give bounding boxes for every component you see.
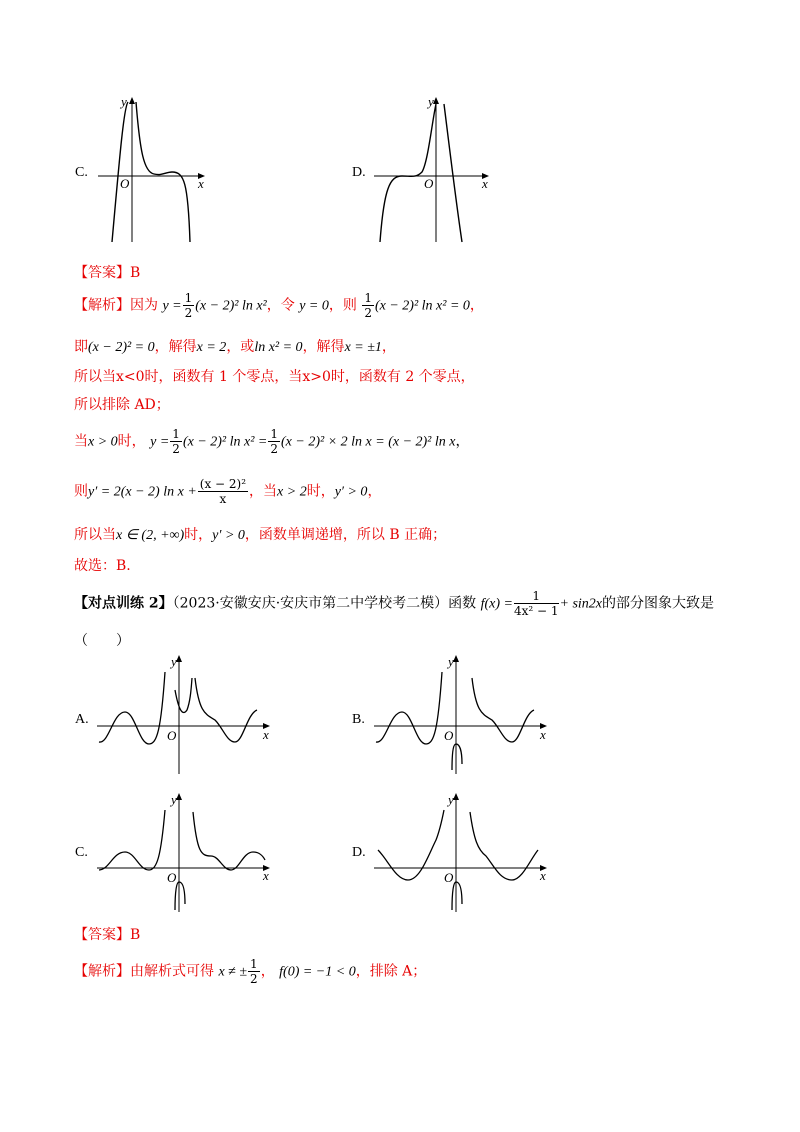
solution-line-1: 【解析】因为 y = $\frac{1}{2}$ (x − 2)² ln x²，令 y = 0，则 $\frac{1}{2}$ (x − 2)² ln x² = 0， [74, 291, 484, 320]
svg-text:O: O [167, 728, 177, 743]
svg-text:x: x [263, 868, 269, 883]
solution-line-8: 故选：B. [74, 558, 131, 574]
y-axis-label: y [121, 94, 127, 109]
svg-text:x: x [482, 176, 488, 191]
svg-text:O: O [424, 176, 434, 191]
solution-line-6: 则y′ = 2(x − 2) ln x + $\frac{\text{(x − 2)²}}{x}$ ，当x > 2时，y′ > 0， [74, 477, 382, 506]
svg-text:y: y [428, 94, 434, 109]
svg-text:y: y [171, 792, 177, 807]
svg-text:x: x [263, 727, 269, 742]
exercise-2-paren: （ ） [74, 633, 130, 649]
option-c2-label: C. [75, 845, 88, 860]
svg-text:x: x [540, 727, 546, 742]
svg-text:y: y [448, 654, 454, 669]
solution-line-7: 所以当x ∈ (2, +∞)时，y′ > 0，函数单调递增，所以 B 正确； [74, 527, 447, 543]
option-b-label: B. [352, 712, 365, 727]
option-c-label: C. [75, 165, 88, 180]
solution-line-5: 当x > 0时， y = $\frac{1}{2}$ (x − 2)² ln x² = $\frac{1}{2}$ (x − 2)² × 2 ln x = (x − 2)² ln x， [74, 427, 470, 456]
svg-text:O: O [444, 728, 454, 743]
answer-1: 【答案】B [74, 265, 141, 281]
option-a-label: A. [75, 712, 89, 727]
svg-text:x: x [540, 868, 546, 883]
graph-option-d2 [372, 790, 552, 915]
solution-line-4: 所以排除 AD； [74, 397, 170, 413]
graph-option-d [370, 92, 495, 247]
graph-option-a [95, 652, 275, 777]
x-axis-label: x [198, 176, 204, 191]
graph-option-c [92, 92, 212, 247]
solution-line-3: 所以当x<0时，函数有 1 个零点，当x>0时，函数有 2 个零点， [74, 369, 475, 385]
svg-text:O: O [444, 870, 454, 885]
option-d-label: D. [352, 165, 366, 180]
option-d2-label: D. [352, 845, 366, 860]
answer-2: 【答案】B [74, 927, 141, 943]
exercise-2-question: 【对点训练 2】（2023·安徽安庆·安庆市第二中学校考二模）函数 f(x) = $\frac{1}{\text{4x² − 1}}$ + sin2x的部分图象大致是 [74, 589, 715, 618]
graph-option-b [372, 652, 552, 777]
solution-line-2: 即(x − 2)² = 0，解得x = 2，或ln x² = 0，解得x = ±1， [74, 339, 396, 355]
svg-text:y: y [171, 654, 177, 669]
svg-text:O: O [167, 870, 177, 885]
svg-text:y: y [448, 792, 454, 807]
solution-2-line-1: 【解析】由解析式可得 x ≠ ± $\frac{1}{2}$ ， f(0) = −1 < 0，排除 A； [74, 957, 427, 986]
graph-option-c2 [95, 790, 275, 915]
origin-label: O [120, 176, 130, 191]
